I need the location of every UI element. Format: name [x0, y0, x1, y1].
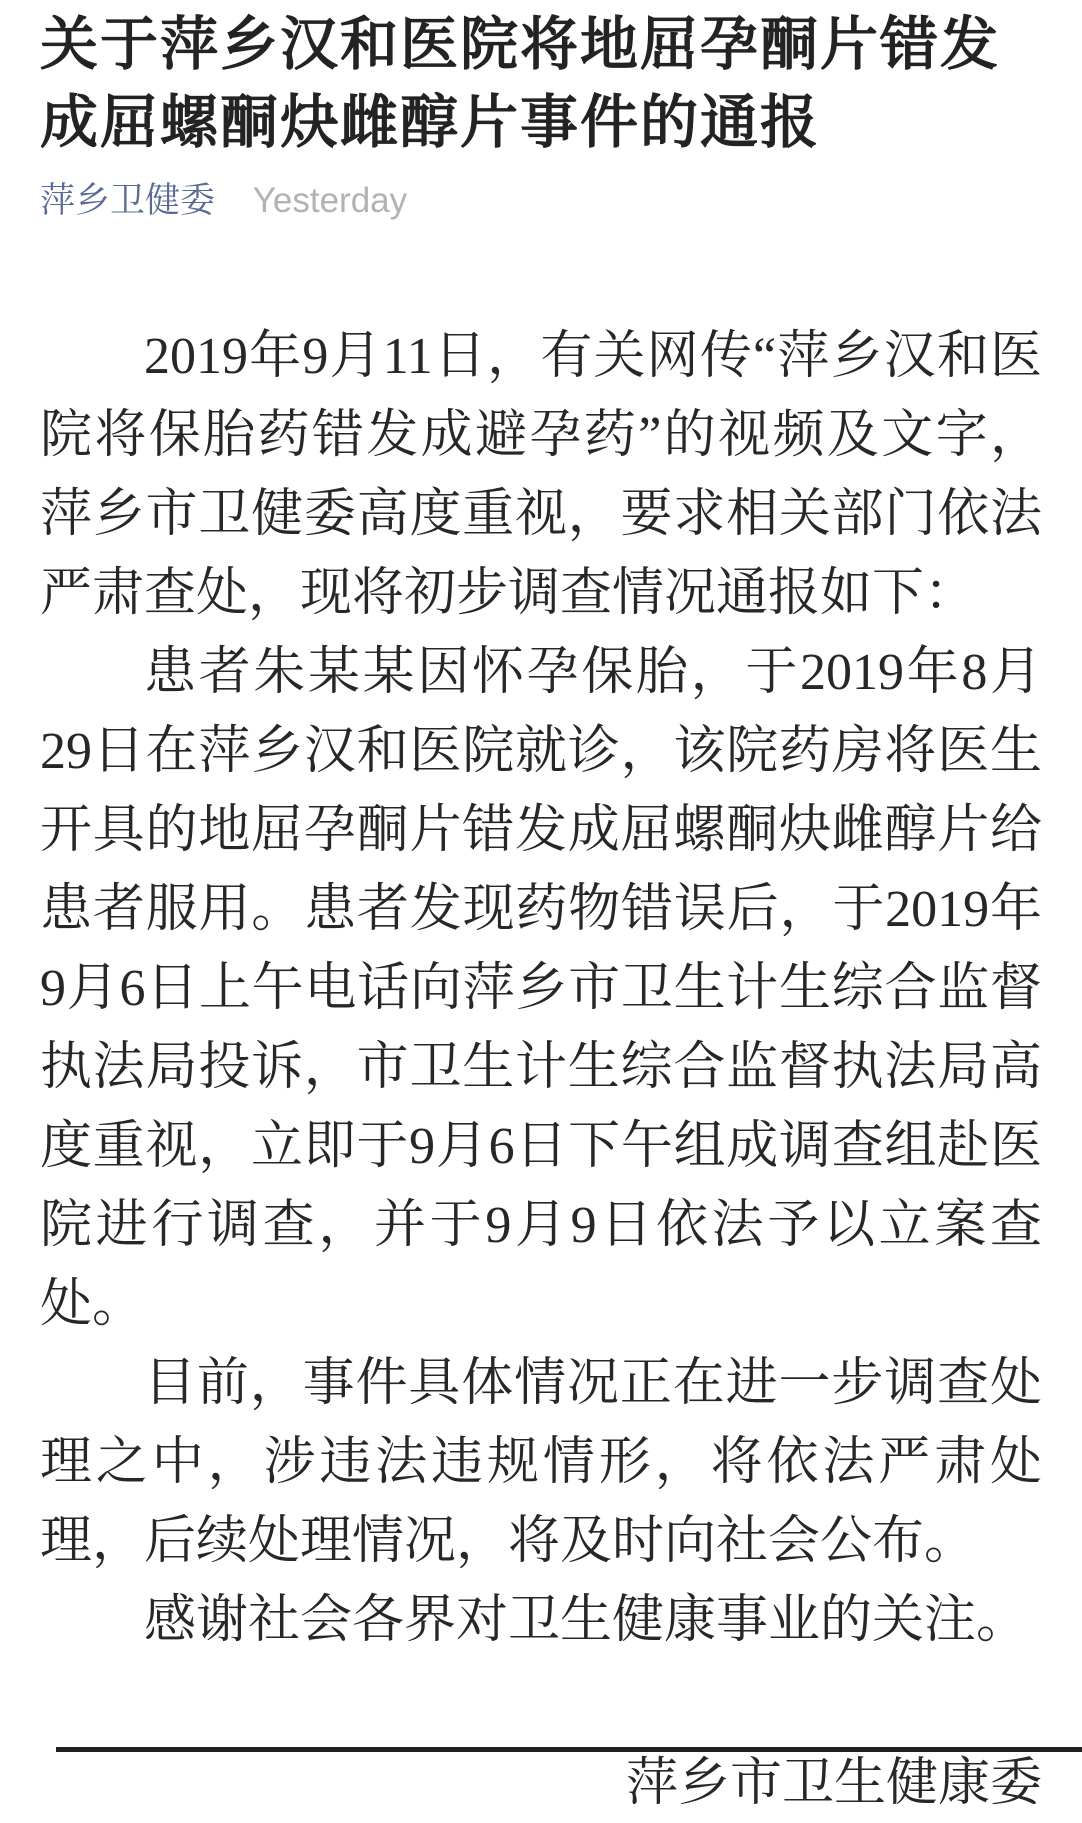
- paragraph-3: 目前，事件具体情况正在进一步调查处理之中，涉违法违规情形，将依法严肃处理，后续处理情况，将及时向社会公布。: [40, 1355, 1042, 1570]
- byline: [40, 180, 1042, 222]
- paragraph-1: 2019年9月11日，有关网传“萍乡汉和医院将保胎药错发成避孕药”的视频及文字，萍乡市卫健委高度重视，要求相关部门依法严肃查处，现将初步调查情况通报如下：: [40, 328, 1042, 622]
- signature: 萍乡市卫生健康委: [625, 1755, 1042, 1812]
- paragraph-4: 感谢社会各界对卫生健康事业的关注。: [144, 1592, 1029, 1649]
- bottom-divider: [56, 1747, 1082, 1752]
- article-title: 关于萍乡汉和医院将地屈孕酮片错发成屈螺酮炔雌醇片事件的通报: [40, 12, 1001, 155]
- account-name-link[interactable]: 萍乡卫健委: [40, 181, 216, 220]
- article-body: [40, 317, 1042, 1823]
- paragraph-2: 患者朱某某因怀孕保胎，于2019年8月29日在萍乡汉和医院就诊，该院药房将医生开具的地屈孕酮片错发成屈螺酮炔雌醇片给患者服用。患者发现药物错误后，于2019年9月6日上午电话向萍乡市卫生计生综合监督执法局投诉，市卫生计生综合监督执法局高度重视，立即于9月6日下午组成调查组赴医院进行调查，并于9月9日依法予以立案查处。: [40, 644, 1042, 1333]
- publish-time: Yesterday: [252, 181, 408, 220]
